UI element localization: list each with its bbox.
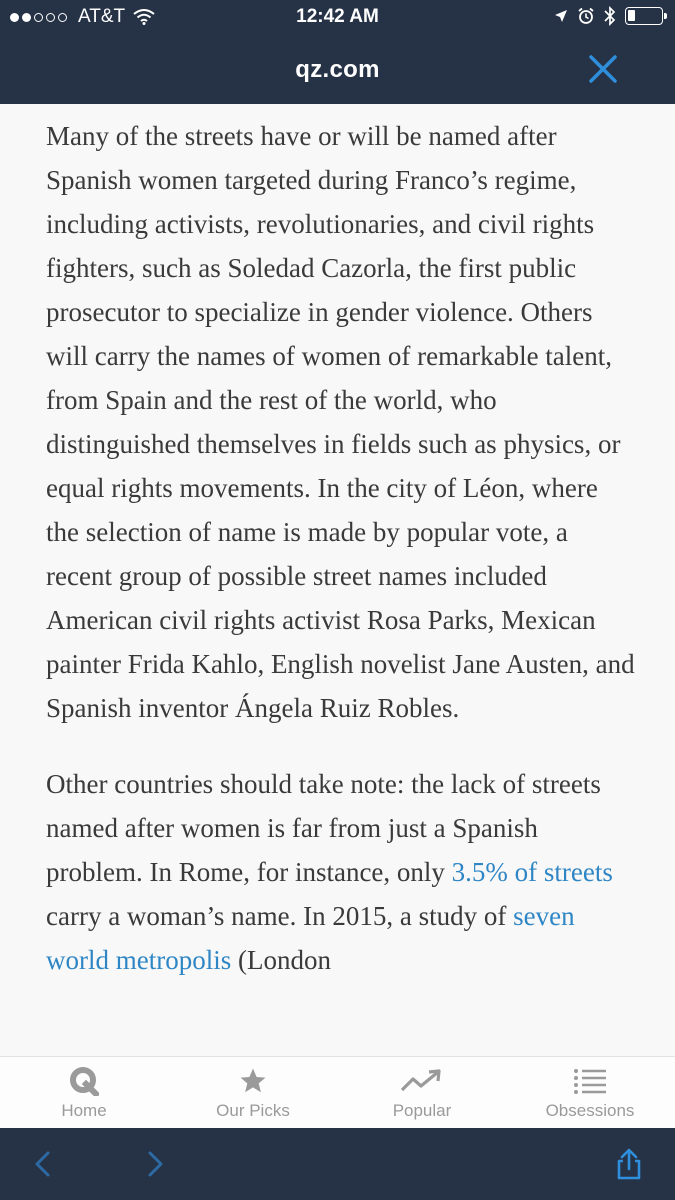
- tab-label: Home: [61, 1101, 107, 1120]
- tab-our-picks[interactable]: [198, 1057, 308, 1129]
- world-metropolis-study-link[interactable]: seven world metropolis: [46, 901, 575, 975]
- tab-label: Popular: [392, 1101, 452, 1120]
- tab-bar: [0, 1056, 675, 1128]
- article-paragraph: Other countries should take note: the lack of streets named after women is far from just a Spanish problem. In Rome, for instance, only 3.5% of streets carry a woman’s name. In 2015, a study of seven world metropolis (London: [46, 769, 613, 975]
- top-bar: [0, 0, 675, 104]
- alarm-icon: [577, 7, 595, 25]
- close-icon[interactable]: [586, 52, 620, 86]
- article-paragraph: Many of the streets have or will be named after Spanish women targeted during Franco’s regime, including activists, revolutionaries, and civil rights fighters, such as Soledad Cazorla, the first public prosecutor to specialize in gender violence. Others will carry the names of women of remarkable talent, from Spain and the rest of the world, who distinguished themselves in fields such as physics, or equal rights movements. In the city of Léon, where the selection of name is made by popular vote, a recent group of possible street names included American civil rights activist Rosa Parks, Mexican painter Frida Kahlo, English novelist Jane Austen, and Spanish inventor Ángela Ruiz Robles.: [46, 121, 635, 723]
- share-icon[interactable]: [613, 1148, 645, 1180]
- qz-logo-icon: [69, 1066, 99, 1096]
- tab-home[interactable]: [30, 1057, 138, 1129]
- tab-label: Our Picks: [216, 1101, 290, 1120]
- location-arrow-icon: [554, 9, 568, 23]
- status-bar: [0, 0, 675, 36]
- chevron-left-icon[interactable]: [28, 1148, 60, 1180]
- browser-toolbar: [0, 1128, 675, 1200]
- bluetooth-icon: [604, 6, 616, 26]
- battery-icon: [625, 7, 663, 25]
- article-body: [46, 114, 636, 1014]
- tab-label: Obsessions: [545, 1101, 635, 1120]
- carrier-name: AT&T: [78, 6, 126, 27]
- list-icon: [573, 1068, 607, 1094]
- star-icon: [239, 1067, 267, 1095]
- streets-statistic-link[interactable]: 3.5% of streets: [451, 857, 613, 887]
- page-domain[interactable]: qz.com: [295, 56, 380, 83]
- url-bar[interactable]: [0, 36, 675, 104]
- tab-obsessions[interactable]: [530, 1057, 650, 1129]
- tab-popular[interactable]: [368, 1057, 476, 1129]
- status-time: 12:42 AM: [296, 6, 379, 27]
- chevron-right-icon[interactable]: [138, 1148, 170, 1180]
- trending-icon: [400, 1069, 444, 1093]
